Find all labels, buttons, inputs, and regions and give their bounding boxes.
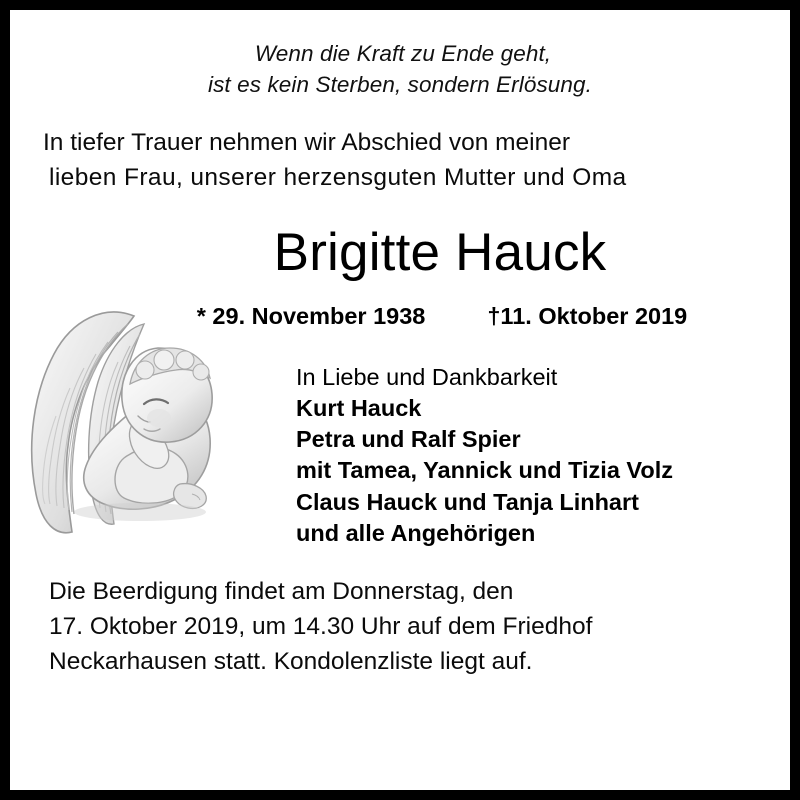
family-member: und alle Angehörigen [296, 519, 536, 546]
deceased-name: Brigitte Hauck [273, 222, 607, 282]
family-member: Petra und Ralf Spier [296, 426, 521, 453]
family-member: Kurt Hauck [296, 394, 422, 421]
verse-line-2: ist es kein Sterben, sondern Erlösung. [207, 72, 592, 98]
notice-card [10, 10, 790, 790]
family-member: Claus Hauck und Tanja Linhart [296, 488, 639, 515]
family-heading: In Liebe und Dankbarkeit [296, 363, 558, 390]
verse-line-1: Wenn die Kraft zu Ende geht, [254, 41, 552, 66]
death-date: †11. Oktober 2019 [487, 302, 688, 329]
funeral-details [28, 575, 772, 679]
funeral-line-2: 17. Oktober 2019, um 14.30 Uhr auf dem Friedhof [49, 612, 593, 640]
intro-line-1: In tiefer Trauer nehmen wir Abschied von meiner [43, 129, 571, 157]
funeral-line-3: Neckarhausen statt. Kondolenzliste liegt auf. [49, 647, 533, 675]
family-block [28, 362, 772, 550]
funeral-line-1: Die Beerdigung findet am Donnerstag, den [49, 578, 514, 606]
life-dates [28, 303, 772, 330]
verse-block [28, 38, 772, 100]
intro-line-2: lieben Frau, unserer herzensguten Mutter und Oma [49, 163, 627, 191]
birth-date: * 29. November 1938 [196, 302, 426, 329]
family-member: mit Tamea, Yannick und Tizia Volz [296, 457, 673, 484]
notice-content [10, 10, 790, 790]
intro-block [28, 126, 772, 196]
